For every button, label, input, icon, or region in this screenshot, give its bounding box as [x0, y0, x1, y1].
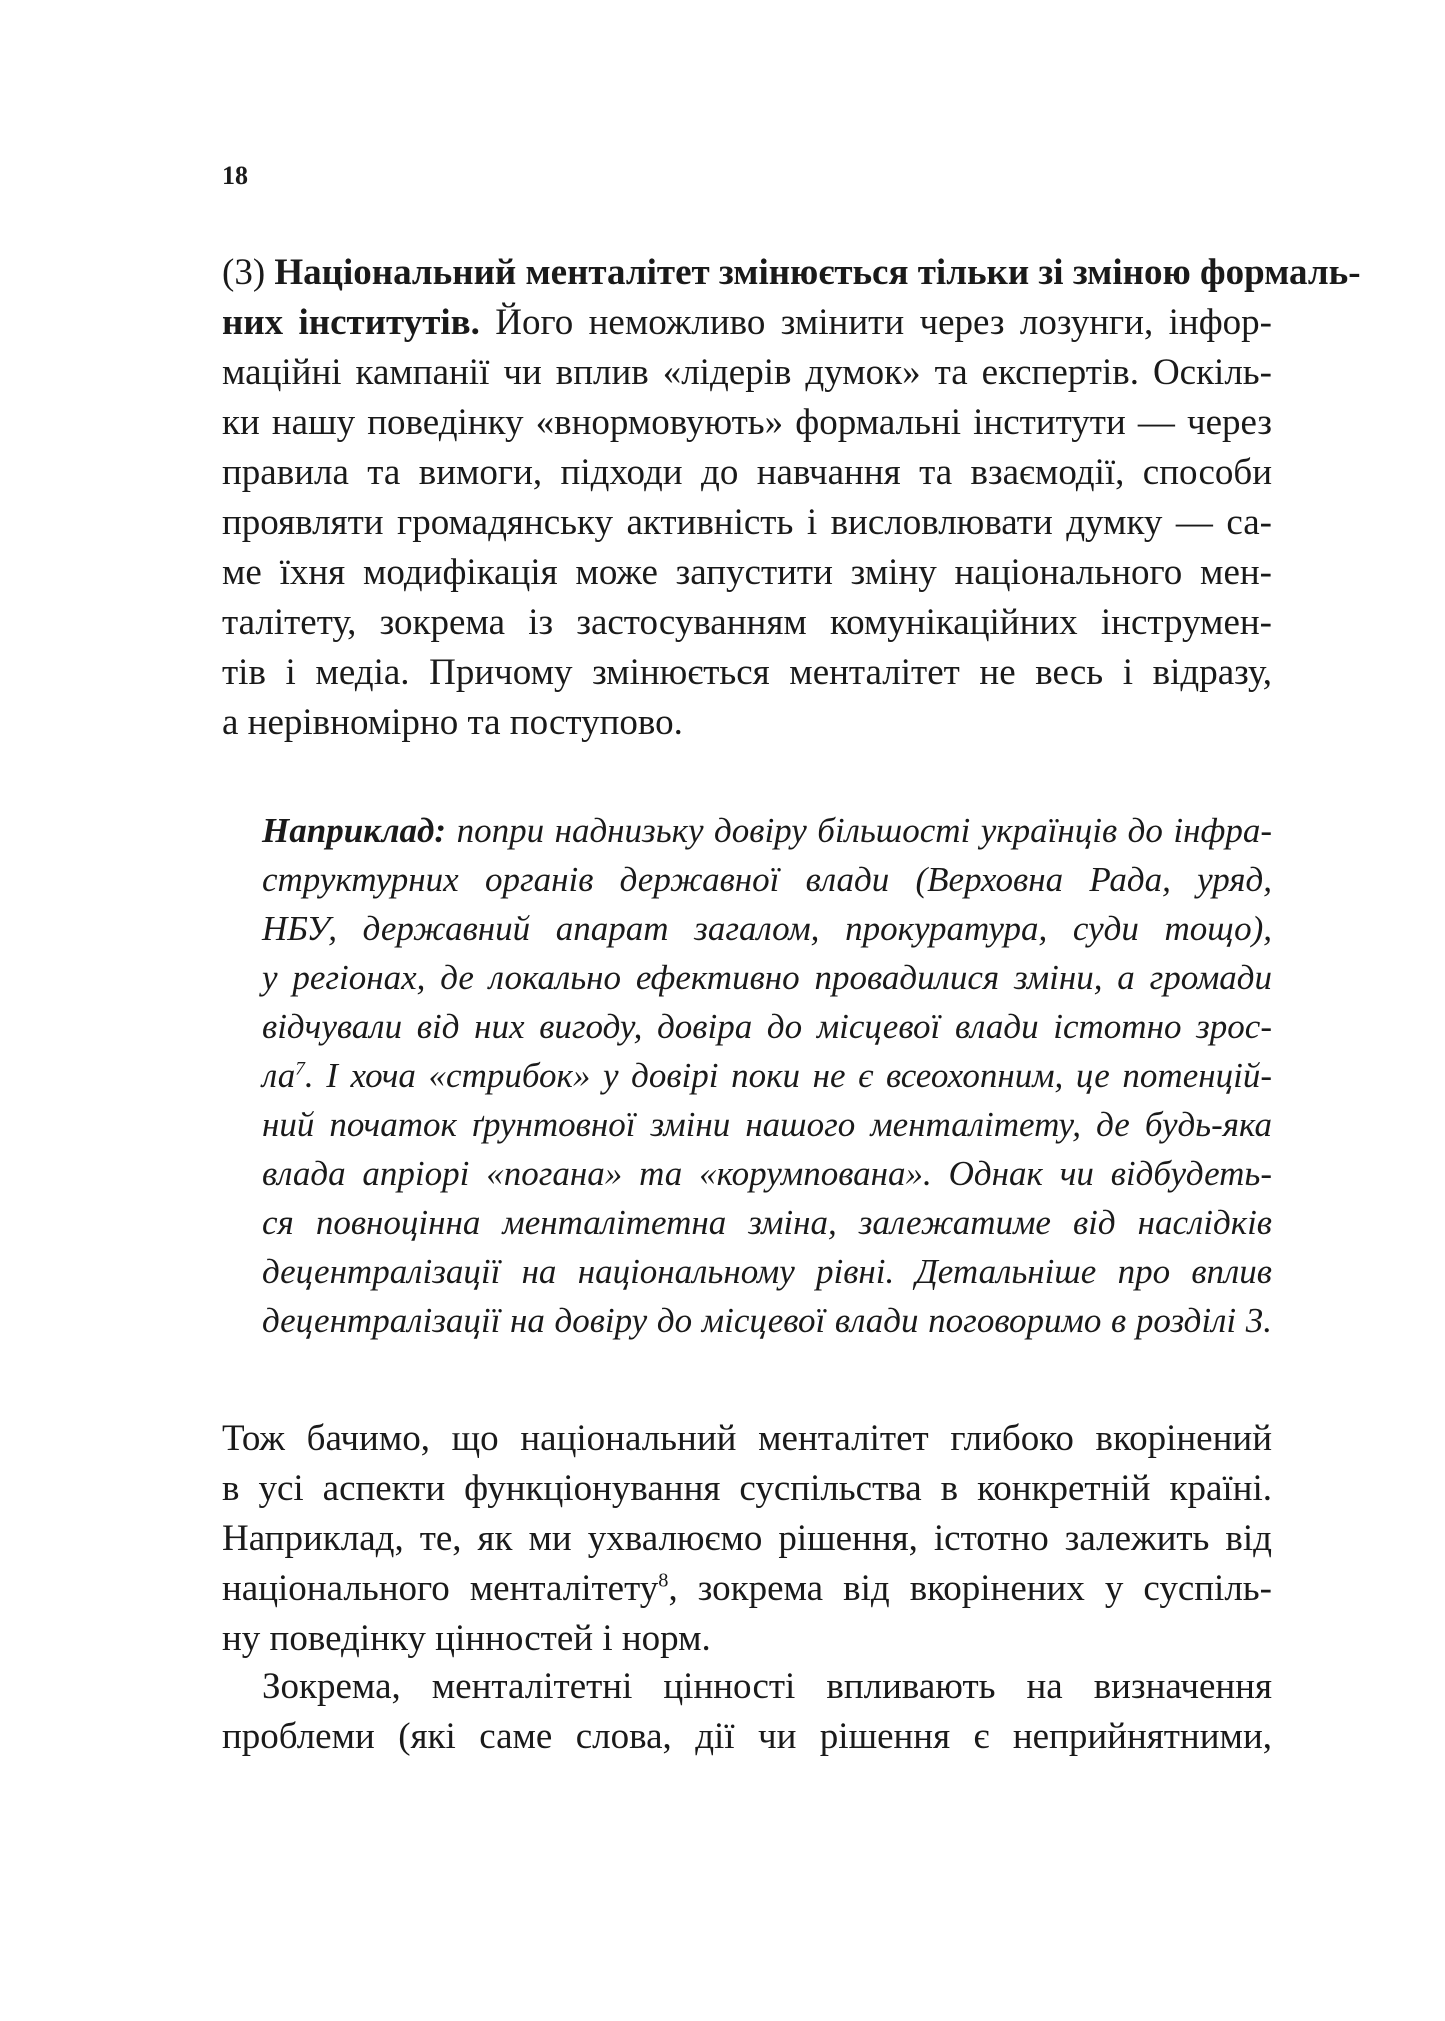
- text-line: ки нашу поведінку «внормовують» формальні інститути — через: [222, 402, 1272, 443]
- page-number: 18: [222, 161, 248, 190]
- text-line: ну поведінку цінностей і норм.: [222, 1618, 711, 1659]
- text-line: в усі аспекти функціонування суспільства в конкретній країні.: [222, 1468, 1272, 1509]
- text-line: НБУ, державний апарат загалом, прокуратура, суди тощо),: [262, 909, 1272, 948]
- text-line: а нерівномірно та поступово.: [222, 702, 683, 743]
- text-line: відчували від них вигоду, довіра до місцевої влади істотно зрос-: [262, 1007, 1272, 1046]
- example-label: Наприклад:: [262, 811, 447, 850]
- text-line: децентралізації на національному рівні. Детальніше про вплив: [262, 1252, 1272, 1291]
- text-line: проявляти громадянську активність і висловлювати думку — са-: [222, 502, 1272, 543]
- text-line: децентралізації на довіру до місцевої влади поговоримо в розділі 3.: [262, 1301, 1272, 1340]
- text-line: них інститутів. Його неможливо змінити через лозунги, інфор-: [222, 302, 1272, 343]
- text-line: влада апріорі «погана» та «корумпована». Однак чи відбудеть-: [262, 1154, 1272, 1193]
- text-line: $ла^7$. І хоча «стрибок» у довірі поки не є всеохопним, це потенцій-: [262, 1056, 1272, 1095]
- text-line: ний початок ґрунтовної зміни нашого менталітету, де будь-яка: [262, 1105, 1272, 1144]
- text-line: маційні кампанії чи вплив «лідерів думок» та експертів. Оскіль-: [222, 352, 1272, 393]
- text-line: структурних органів державної влади (Верховна Рада, уряд,: [262, 860, 1272, 899]
- paragraph-mentality-rooted: [222, 1414, 1272, 1664]
- example-block: [262, 806, 1272, 1345]
- bold-thesis: Національний менталітет змінюється тільки зі зміною формаль-: [274, 252, 1361, 293]
- text-line: (3) Національний менталітет змінюється тільки зі зміною формаль-: [222, 252, 1361, 293]
- text-line: талітету, зокрема із застосуванням комунікаційних інструмен-: [222, 602, 1272, 643]
- text-line: ме їхня модифікація може запустити зміну національного мен-: [222, 552, 1272, 593]
- text-line: Наприклад, те, як ми ухвалюємо рішення, істотно залежить від: [222, 1518, 1272, 1559]
- text-line: у регіонах, де локально ефективно провадилися зміни, а громади: [262, 958, 1272, 997]
- text-line: Зокрема, менталітетні цінності впливають на визначення: [262, 1666, 1272, 1707]
- paragraph-values: [222, 1662, 1272, 1762]
- text-line: Наприклад: попри наднизьку довіру більшості українців до інфра-: [262, 811, 1272, 850]
- text-line: ся повноцінна менталітетна зміна, залежатиме від наслідків: [262, 1203, 1272, 1242]
- footnote-ref-8[interactable]: 8: [658, 1569, 669, 1592]
- text-line: Тож бачимо, що національний менталітет глибоко вкорінений: [222, 1418, 1272, 1459]
- paragraph-institutions: [222, 248, 1361, 748]
- bold-thesis: них інститутів.: [222, 302, 480, 343]
- text-line: національного менталітету$^8$, зокрема від вкорінених у суспіль-: [222, 1568, 1272, 1609]
- text-line: правила та вимоги, підходи до навчання та взаємодії, способи: [222, 452, 1272, 493]
- text-line: тів і медіа. Причому змінюється менталітет не весь і відразу,: [222, 652, 1272, 693]
- footnote-ref-7[interactable]: 7: [295, 1058, 305, 1080]
- text-line: проблеми (які саме слова, дії чи рішення є неприйнятними,: [222, 1716, 1272, 1757]
